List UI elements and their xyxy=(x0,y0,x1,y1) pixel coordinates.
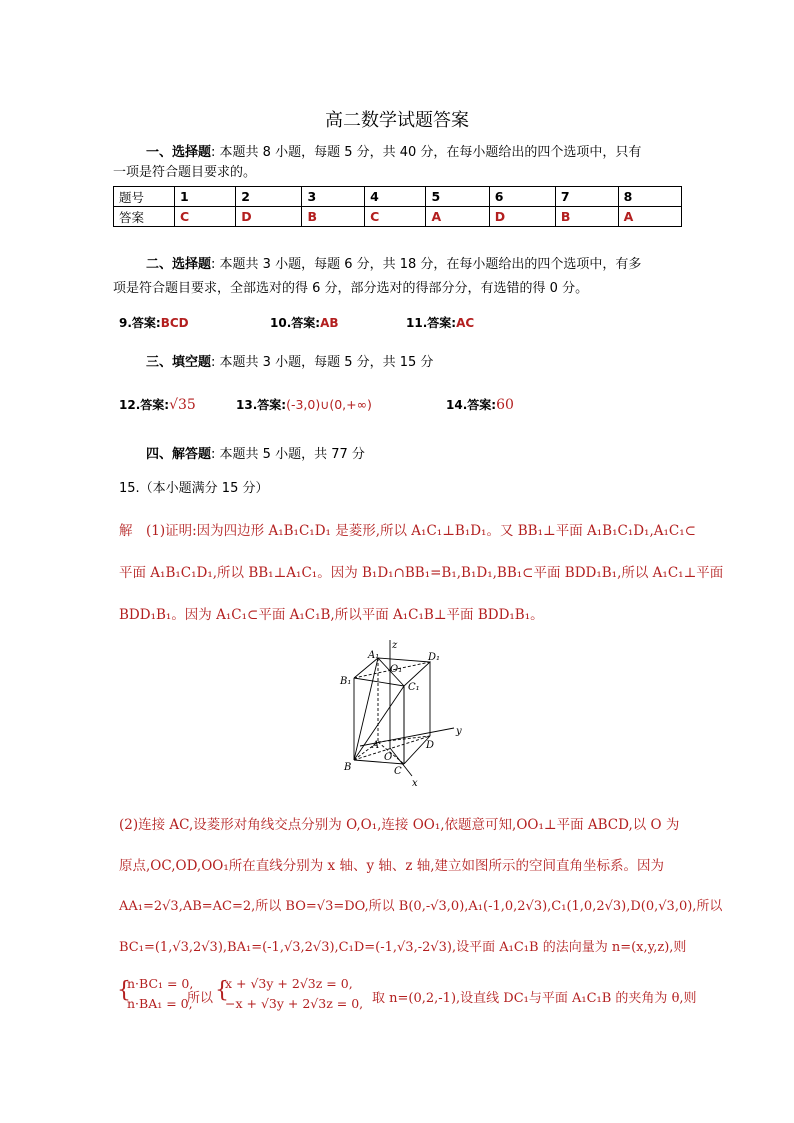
section2-line2: 项是符合题目要求，全部选对的得 6 分，部分选对的得部分分，有选错的得 0 分。 xyxy=(113,281,589,296)
section1-heading: 一、选择题 xyxy=(146,145,212,160)
label-B1: B₁ xyxy=(340,676,352,687)
answer-14 xyxy=(446,396,514,414)
table-cell: C xyxy=(175,207,236,227)
table-cell: 7 xyxy=(555,187,618,207)
label-z: z xyxy=(392,640,398,651)
system2-eq2: −x + √3y + 2√3z = 0, xyxy=(225,996,364,1011)
part2-line2: 原点,OC,OD,OO₁所在直线分别为 x 轴、y 轴、z 轴,建立如图所示的空间直角坐标系。因为 xyxy=(119,858,665,874)
section4-text: : 本题共 5 小题，共 77 分 xyxy=(211,447,365,462)
answer-label: 14.答案: xyxy=(446,398,497,412)
table-cell: 6 xyxy=(489,187,555,207)
label-D: D xyxy=(426,740,435,751)
table-cell: 3 xyxy=(302,187,365,207)
page-title: 高二数学试题答案 xyxy=(325,110,469,131)
answer-label: 9.答案: xyxy=(119,316,161,330)
label-O: O xyxy=(384,752,393,763)
label-C1: C₁ xyxy=(408,682,420,693)
answer-13 xyxy=(236,396,372,414)
answer-label: 10.答案: xyxy=(270,316,321,330)
answer-value: √35 xyxy=(169,397,196,413)
table-cell: 4 xyxy=(365,187,426,207)
table-cell: B xyxy=(555,207,618,227)
section2-line1 xyxy=(146,256,641,274)
part2-line1: (2)连接 AC,设菱形对角线交点分别为 O,O₁,连接 OO₁,依题意可知,OO₁⊥平面 ABCD,以 O 为 xyxy=(119,817,680,833)
section4-line xyxy=(146,446,365,464)
brace-2: { xyxy=(215,978,229,1003)
answer-value: AC xyxy=(456,316,475,330)
table-row xyxy=(114,187,682,207)
table-cell: A xyxy=(618,207,681,227)
answer-label: 11.答案: xyxy=(406,316,457,330)
part1-line2: 平面 A₁B₁C₁D₁,所以 BB₁⊥A₁C₁。因为 B₁D₁∩BB₁=B₁,B₁D₁,BB₁⊂平面 BDD₁B₁,所以 A₁C₁⊥平面 xyxy=(119,565,724,581)
table-cell: B xyxy=(302,207,365,227)
label-A1: A₁ xyxy=(368,650,380,661)
label-B: B xyxy=(344,762,352,773)
system-connector: 所以 xyxy=(187,991,214,1006)
answer-table xyxy=(113,186,682,227)
label-y: y xyxy=(456,726,462,737)
table-cell: 5 xyxy=(426,187,489,207)
table-cell: D xyxy=(489,207,555,227)
answer-value: (-3,0)∪(0,+∞) xyxy=(286,397,372,412)
answer-label: 12.答案: xyxy=(119,398,170,412)
answer-11 xyxy=(406,314,474,332)
system1-eq1: n·BC₁ = 0, xyxy=(127,976,194,991)
answer-10 xyxy=(270,314,339,332)
section1-line1 xyxy=(146,144,641,162)
answer-9 xyxy=(119,314,189,332)
table-cell: 8 xyxy=(618,187,681,207)
system1-eq2: n·BA₁ = 0, xyxy=(127,996,193,1011)
brace-1: { xyxy=(117,978,131,1003)
part1-line3: BDD₁B₁。因为 A₁C₁⊂平面 A₁C₁B,所以平面 A₁C₁B⊥平面 BDD₁B₁。 xyxy=(119,607,544,623)
answer-value: 60 xyxy=(496,397,514,413)
table-row-label: 答案 xyxy=(114,207,175,227)
table-cell: A xyxy=(426,207,489,227)
table-cell: C xyxy=(365,207,426,227)
label-x: x xyxy=(412,778,418,788)
section1-text: : 本题共 8 小题，每题 5 分，共 40 分，在每小题给出的四个选项中，只有 xyxy=(211,145,642,160)
answer-12 xyxy=(119,396,196,414)
table-row xyxy=(114,207,682,227)
system2-eq1: x + √3y + 2√3z = 0, xyxy=(225,976,353,991)
table-cell: 1 xyxy=(175,187,236,207)
section2-heading: 二、选择题 xyxy=(146,257,212,272)
label-A: A xyxy=(372,740,380,751)
part1-line1: 解 (1)证明:因为四边形 A₁B₁C₁D₁ 是菱形,所以 A₁C₁⊥B₁D₁。又 BB₁⊥平面 A₁B₁C₁D₁,A₁C₁⊂ xyxy=(119,523,696,539)
label-D1: D₁ xyxy=(428,652,441,663)
part2-line3: AA₁=2√3,AB=AC=2,所以 BO=√3=DO,所以 B(0,-√3,0),A₁(-1,0,2√3),C₁(1,0,2√3),D(0,√3,0),所以 xyxy=(119,899,723,914)
answer-value: BCD xyxy=(160,316,189,330)
label-O1: O₁ xyxy=(390,664,403,675)
system-tail: 取 n=(0,2,-1),设直线 DC₁与平面 A₁C₁B 的夹角为 θ,则 xyxy=(372,991,697,1006)
answer-value: AB xyxy=(320,316,339,330)
part2-line4: BC₁=(1,√3,2√3),BA₁=(-1,√3,2√3),C₁D=(-1,√3,-2√3),设平面 A₁C₁B 的法向量为 n=(x,y,z),则 xyxy=(119,940,687,955)
prism-figure xyxy=(330,636,470,788)
label-C: C xyxy=(394,766,402,777)
section3-line xyxy=(146,354,433,372)
table-cell: 2 xyxy=(236,187,302,207)
table-cell: D xyxy=(236,207,302,227)
section1-line2: 一项是符合题目要求的。 xyxy=(113,165,257,180)
section3-text: : 本题共 3 小题，每题 5 分，共 15 分 xyxy=(211,355,434,370)
section4-heading: 四、解答题 xyxy=(146,447,212,462)
section3-heading: 三、填空题 xyxy=(146,355,212,370)
answer-label: 13.答案: xyxy=(236,398,287,412)
problem15-header: 15.（本小题满分 15 分） xyxy=(119,481,269,496)
section2-text: : 本题共 3 小题，每题 6 分，共 18 分，在每小题给出的四个选项中，有多 xyxy=(211,257,642,272)
table-row-label: 题号 xyxy=(114,187,175,207)
